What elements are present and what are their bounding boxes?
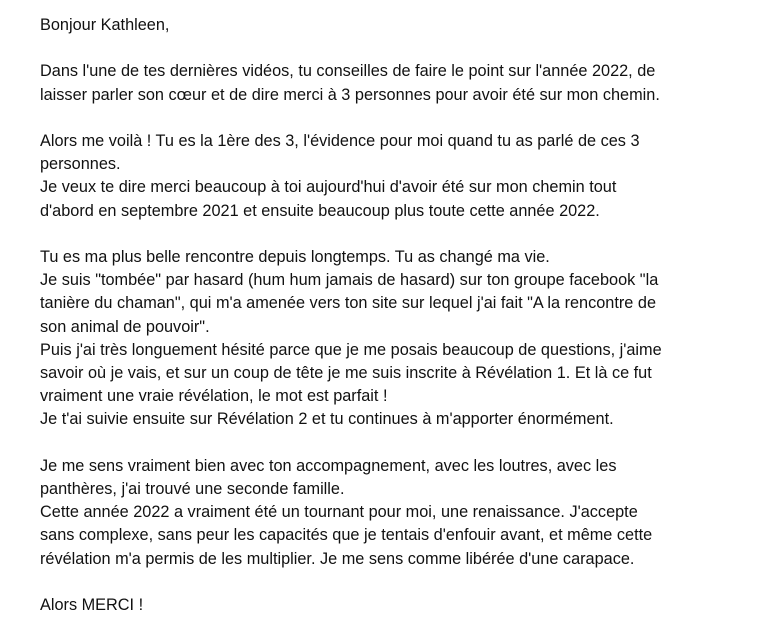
greeting: Bonjour Kathleen, [40, 16, 170, 34]
paragraph-2-line: personnes. [40, 155, 121, 174]
paragraph-2-line: Alors me voilà ! Tu es la 1ère des 3, l'évidence pour moi quand tu as parlé de ces 3 [40, 131, 640, 150]
paragraph-4-line: Je me sens vraiment bien avec ton accompagnement, avec les loutres, avec les [40, 456, 617, 475]
paragraph-gap [40, 571, 760, 594]
paragraph-gap [40, 223, 760, 246]
paragraph-2-line: d'abord en septembre 2021 et ensuite beaucoup plus toute cette année 2022. [40, 201, 600, 220]
paragraph-3-line: Je t'ai suivie ensuite sur Révélation 2 et tu continues à m'apporter énormément. [40, 410, 614, 429]
paragraph-gap [40, 432, 760, 455]
paragraph-3-line: tanière du chaman", qui m'a amenée vers ton site sur lequel j'ai fait "A la rencontre de [40, 294, 656, 313]
paragraph-1-line: laisser parler son cœur et de dire merci à 3 personnes pour avoir été sur mon chemin. [40, 85, 660, 104]
paragraph-4-line: panthères, j'ai trouvé une seconde famille. [40, 480, 345, 498]
paragraph-4-line: Cette année 2022 a vraiment été un tournant pour moi, une renaissance. J'accepte [40, 503, 638, 522]
paragraph-3-line: vraiment une vraie révélation, le mot est parfait ! [40, 387, 388, 406]
paragraph-4-line: sans complexe, sans peur les capacités que je tentais d'enfouir avant, et même cette [40, 526, 653, 545]
paragraph-gap [40, 107, 760, 130]
paragraph-3-line: Tu es ma plus belle rencontre depuis longtemps. Tu as changé ma vie. [40, 247, 550, 266]
paragraph-2-line: Je veux te dire merci beaucoup à toi aujourd'hui d'avoir été sur mon chemin tout [40, 178, 617, 197]
closing-line: Alors MERCI ! [40, 596, 144, 614]
email-message-body [40, 14, 760, 617]
paragraph-gap [40, 37, 760, 60]
paragraph-4-line: révélation m'a permis de les multiplier. Je me sens comme libérée d'une carapace. [40, 549, 635, 568]
paragraph-1-line: Dans l'une de tes dernières vidéos, tu conseilles de faire le point sur l'année 2022, de [40, 62, 656, 81]
paragraph-3-line: savoir où je vais, et sur un coup de tête je me suis inscrite à Révélation 1. Et là ce fut [40, 364, 652, 382]
paragraph-3-line: son animal de pouvoir". [40, 317, 210, 336]
paragraph-3-line: Je suis "tombée" par hasard (hum hum jamais de hasard) sur ton groupe facebook "la [40, 271, 659, 290]
paragraph-3-line: Puis j'ai très longuement hésité parce que je me posais beaucoup de questions, j'aime [40, 340, 662, 359]
